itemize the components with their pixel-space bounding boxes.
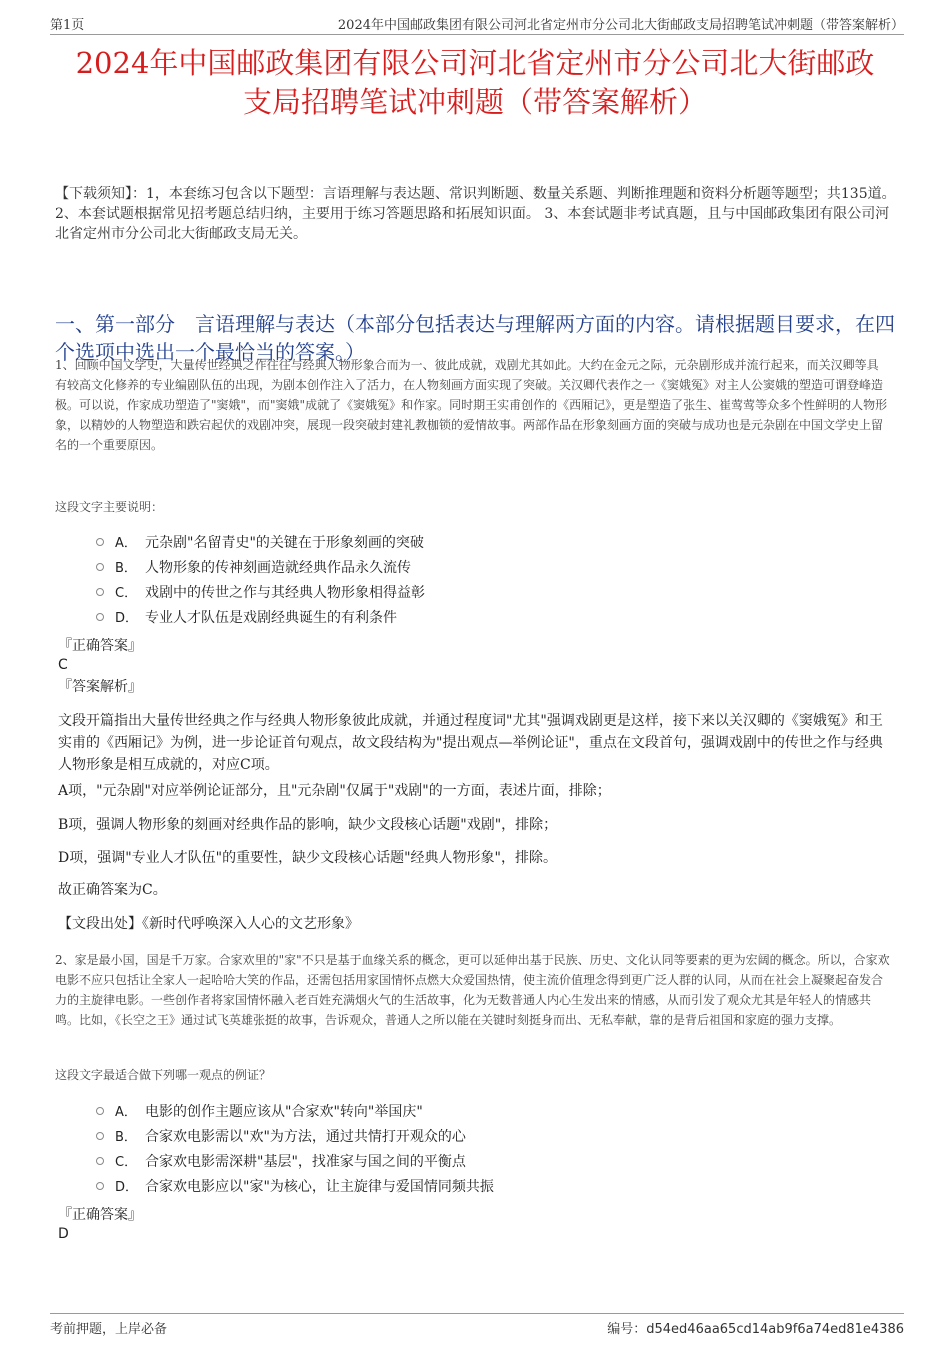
q1-stem: 这段文字主要说明： [55, 500, 164, 514]
q1-options [96, 529, 425, 629]
footer-slogan: 考前押题，上岸必备 [50, 1322, 168, 1337]
radio-icon[interactable] [96, 538, 104, 546]
option-text: 戏剧中的传世之作与其经典人物形象相得益彰 [145, 584, 425, 601]
download-notice: 【下载须知】：1，本套练习包含以下题型：言语理解与表达题、常识判断题、数量关系题、判断推理题和资料分析题等题型；共135道。 2、本套试题根据常见招考题总结归纳，主要用于练习答题思路和拓展知识面。 3、本套试题非考试真题，且与中国邮政集团有限公司河北省定州市分公司北大街邮政支局无关。 [55, 186, 896, 242]
q1-analysis-label: 『答案解析』 [58, 679, 142, 695]
q1-answer: C [58, 657, 68, 673]
q1-analysis-4: D项，强调"专业人才队伍"的重要性，缺少文段核心话题"经典人物形象"，排除。 [58, 850, 557, 866]
q1-option-c[interactable]: C． 戏剧中的传世之作与其经典人物形象相得益彰 [96, 579, 425, 604]
q2-answer: D [58, 1226, 69, 1242]
section-heading: 一、第一部分 言语理解与表达（本部分包括表达与理解两方面的内容。请根据题目要求，在四个选项中选出一个最恰当的答案。） [55, 312, 895, 364]
q2-passage: 2、家是最小国，国是千万家。合家欢里的"家"不只是基于血缘关系的概念，更可以延伸出基于民族、历史、文化认同等要素的更为宏阔的概念。所以，合家欢电影不应只包括让全家人一起哈哈大笑的作品，还需包括用家国情怀点燃大众爱国热情，使主流价值理念得到更广泛人群的认同，从而在社会上凝聚起奋发合力的主旋律电影。一些创作者将家国情怀融入老百姓充满烟火气的生活故事，化为无数普通人内心生发出来的情感，从而引发了观众尤其是年轻人的情感共鸣。比如，《长空之王》通过试飞英雄张挺的故事，告诉观众，普通人之所以能在关键时刻挺身而出、无私奉献，靠的是背后祖国和家庭的强力支撑。 [55, 953, 890, 1027]
option-text: 人物形象的传神刻画造就经典作品永久流传 [145, 559, 411, 576]
q1-analysis-5: 故正确答案为C。 [58, 882, 167, 898]
radio-icon[interactable] [96, 1157, 104, 1165]
q1-analysis-1: 文段开篇指出大量传世经典之作与经典人物形象彼此成就，并通过程度词"尤其"强调戏剧更是这样，接下来以关汉卿的《窦娥冤》和王实甫的《西厢记》为例，进一步论证首句观点，故文段结构为"提出观点—举例论证"，重点在文段首句，强调戏剧中的传世之作与经典人物形象是相互成就的，对应C项。 [58, 713, 883, 773]
page-header [50, 14, 904, 35]
q1-answer-label: 『正确答案』 [58, 638, 142, 654]
title-line-2: 支局招聘笔试冲刺题（带答案解析） [242, 85, 707, 119]
radio-icon[interactable] [96, 1182, 104, 1190]
radio-icon[interactable] [96, 1132, 104, 1140]
q1-source: 【文段出处】《新时代呼唤深入人心的文艺形象》 [58, 916, 359, 932]
q2-option-d[interactable]: D． 合家欢电影应以"家"为核心，让主旋律与爱国情同频共振 [96, 1173, 494, 1198]
document-title [40, 44, 910, 122]
q2-stem: 这段文字最适合做下列哪一观点的例证？ [55, 1068, 272, 1082]
option-text: 合家欢电影需以"欢"为方法，通过共情打开观众的心 [145, 1128, 466, 1145]
q1-analysis-3: B项，强调人物形象的刻画对经典作品的影响，缺少文段核心话题"戏剧"，排除； [58, 817, 558, 833]
footer-code: 编号：d54ed46aa65cd14ab9f6a74ed81e4386 [607, 1322, 904, 1337]
radio-icon[interactable] [96, 588, 104, 596]
q1-option-a[interactable]: A． 元杂剧"名留青史"的关键在于形象刻画的突破 [96, 529, 425, 554]
q2-option-a[interactable]: A． 电影的创作主题应该从"合家欢"转向"举国庆" [96, 1098, 494, 1123]
option-text: 元杂剧"名留青史"的关键在于形象刻画的突破 [145, 534, 424, 551]
option-text: 电影的创作主题应该从"合家欢"转向"举国庆" [145, 1103, 423, 1120]
q2-option-c[interactable]: C． 合家欢电影需深耕"基层"，找准家与国之间的平衡点 [96, 1148, 494, 1173]
header-doc-title: 2024年中国邮政集团有限公司河北省定州市分公司北大街邮政支局招聘笔试冲刺题（带答案解析） [337, 18, 904, 33]
option-text: 合家欢电影需深耕"基层"，找准家与国之间的平衡点 [145, 1153, 466, 1170]
q1-analysis-2: A项，"元杂剧"对应举例论证部分，且"元杂剧"仅属于"戏剧"的一方面，表述片面，排除； [58, 783, 611, 799]
option-text: 合家欢电影应以"家"为核心，让主旋律与爱国情同频共振 [145, 1178, 494, 1195]
page-footer [50, 1313, 904, 1340]
q2-options [96, 1098, 494, 1198]
q2-option-b[interactable]: B． 合家欢电影需以"欢"为方法，通过共情打开观众的心 [96, 1123, 494, 1148]
page-number: 第1页 [50, 18, 85, 33]
radio-icon[interactable] [96, 563, 104, 571]
title-line-1: 2024年中国邮政集团有限公司河北省定州市分公司北大街邮政 [75, 46, 875, 80]
option-text: 专业人才队伍是戏剧经典诞生的有利条件 [145, 609, 397, 626]
q2-answer-label: 『正确答案』 [58, 1207, 142, 1223]
q1-passage: 1、回顾中国文学史，大量传世经典之作往往与经典人物形象合而为一、彼此成就，戏剧尤其如此。大约在金元之际，元杂剧形成并流行起来，而关汉卿等具有较高文化修养的专业编剧队伍的出现，为剧本创作注入了活力，在人物刻画方面实现了突破。关汉卿代表作之一《窦娥冤》对主人公窦娥的塑造可谓登峰造极。可以说，作家成功塑造了"窦娥"，而"窦娥"成就了《窦娥冤》和作家。同时期王实甫创作的《西厢记》，更是塑造了张生、崔莺莺等众多个性鲜明的人物形象，以精妙的人物塑造和跌宕起伏的戏剧冲突，展现一段突破封建礼教枷锁的爱情故事。两部作品在形象刻画方面的突破与成功也是元杂剧在中国文学史上留名的一个重要原因。 [55, 358, 888, 452]
radio-icon[interactable] [96, 1107, 104, 1115]
radio-icon[interactable] [96, 613, 104, 621]
q1-option-d[interactable]: D． 专业人才队伍是戏剧经典诞生的有利条件 [96, 604, 425, 629]
q1-option-b[interactable]: B． 人物形象的传神刻画造就经典作品永久流传 [96, 554, 425, 579]
